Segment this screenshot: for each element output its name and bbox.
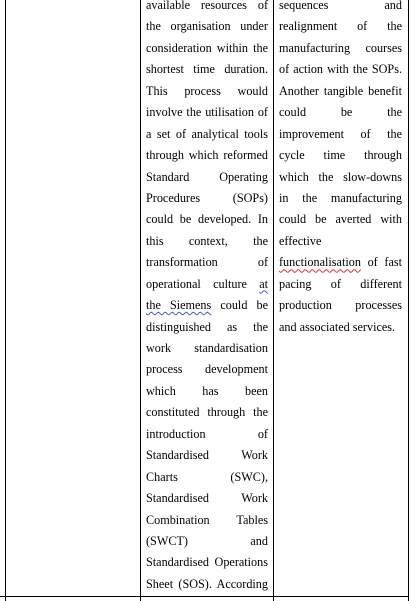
text-line: improvement of the [279,126,402,141]
text-line: Sheet (SOS). According [146,576,268,591]
text-line: could be developed. In [146,212,268,227]
text-line: pacing of different [279,276,402,291]
text-line: transformation of [146,255,268,270]
column-divider-1 [140,0,141,601]
text-line [146,274,268,295]
text-line: Combination Tables [146,512,268,527]
text-line: process development [146,362,268,377]
spelling-marked-text: functionalisation [279,255,361,270]
text-segment: operational culture [146,276,260,291]
text-line: This process would [146,83,268,98]
text-line: in the manufacturing [279,190,402,205]
text-line: a set of analytical tools [146,126,268,141]
text-line: manufacturing courses [279,40,402,55]
table-cell-middle [146,0,268,595]
text-line: Charts (SWC), [146,469,268,484]
table-border-right [408,0,409,601]
text-segment: of fast [360,255,402,270]
text-line [146,295,268,316]
text-line: of action with the SOPs. [279,62,402,77]
text-line: constituted through the [146,405,268,420]
text-line: work standardisation [146,341,268,355]
text-line: and associated services. [279,319,396,334]
text-line: could be averted with [279,212,402,227]
text-line: realignment of the [279,19,402,34]
text-line: Another tangible benefit [279,83,402,98]
text-line: sequences and [279,0,402,12]
text-line: involve the utilisation of [146,105,268,120]
text-line: available resources of [146,0,268,12]
text-line: Procedures (SOPs) [146,190,268,205]
text-line: Standard Operating [146,169,268,184]
text-line: consideration within the [146,40,268,55]
text-line: Standardised Work [146,491,268,506]
text-line: through which reformed [146,148,268,163]
table-border-left [5,0,6,601]
text-line [279,252,402,273]
text-line: which has been [146,383,268,398]
text-line: this context, the [146,233,268,248]
text-line: could be the [279,105,402,120]
text-line: effective [279,233,322,248]
text-segment: could be [211,298,268,313]
text-line: introduction of [146,426,268,441]
grammar-marked-text: at [259,276,268,291]
text-line: production processes [279,298,402,313]
text-line: Standardised Operations [146,555,268,570]
table-row-border-bottom [0,596,409,597]
text-line: cycle time through [279,148,402,163]
text-line: (SWCT) and [146,533,268,548]
text-line: the organisation under [146,19,268,34]
text-line: Standardised Work [146,448,268,463]
table-cell-right [279,0,402,338]
text-line: which the slow-downs [279,169,402,184]
column-divider-2 [273,0,274,601]
text-line: distinguished as the [146,319,268,334]
grammar-marked-text: the Siemens [146,298,212,313]
text-line: shortest time duration. [146,62,268,77]
